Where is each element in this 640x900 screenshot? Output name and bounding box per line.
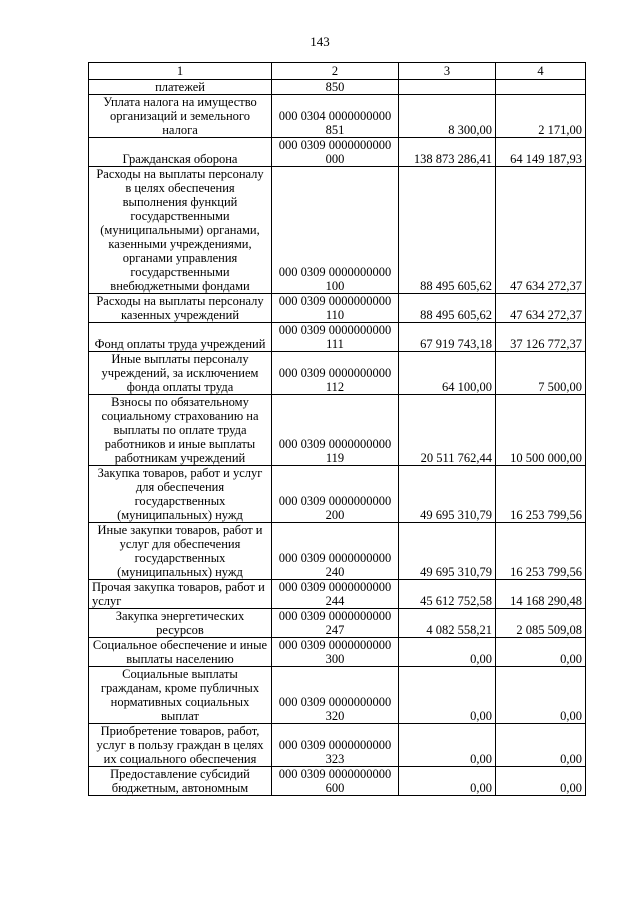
row-name-cell: Фонд оплаты труда учреждений [89,323,272,352]
row-code-cell: 000 0309 0000000000 000 [272,138,399,167]
row-name-cell: Гражданская оборона [89,138,272,167]
row-value-col3-cell: 64 100,00 [399,352,496,395]
table-row [89,724,586,767]
row-code-cell: 000 0309 0000000000 240 [272,523,399,580]
row-code-cell: 000 0309 0000000000 247 [272,609,399,638]
row-value-col4-cell: 47 634 272,37 [496,167,586,294]
row-value-col3-cell: 8 300,00 [399,95,496,138]
row-value-col3-cell: 88 495 605,62 [399,294,496,323]
column-header-1: 1 [89,63,272,80]
row-value-col4-cell: 0,00 [496,638,586,667]
row-name-cell: платежей [89,80,272,95]
table-row [89,767,586,796]
row-value-col3-cell: 67 919 743,18 [399,323,496,352]
row-name-cell: Взносы по обязательному социальному страхованию на выплаты по оплате труда работников и иные выплаты работникам учреждений [89,395,272,466]
row-value-col3-cell: 0,00 [399,767,496,796]
row-value-col3-cell: 49 695 310,79 [399,466,496,523]
table-row [89,466,586,523]
row-value-col4-cell: 16 253 799,56 [496,466,586,523]
budget-table [88,62,586,796]
column-header-3: 3 [399,63,496,80]
table-row [89,609,586,638]
row-code-cell: 000 0309 0000000000 323 [272,724,399,767]
table-row [89,352,586,395]
table-row [89,138,586,167]
table-row [89,80,586,95]
row-value-col3-cell: 20 511 762,44 [399,395,496,466]
table-row [89,95,586,138]
row-code-cell: 000 0309 0000000000 111 [272,323,399,352]
row-value-col4-cell: 2 171,00 [496,95,586,138]
row-value-col3-cell: 0,00 [399,667,496,724]
table-row [89,638,586,667]
row-name-cell: Социальные выплаты гражданам, кроме публичных нормативных социальных выплат [89,667,272,724]
row-value-col4-cell: 64 149 187,93 [496,138,586,167]
row-name-cell: Предоставление субсидий бюджетным, автономным [89,767,272,796]
row-value-col3-cell [399,80,496,95]
row-value-col4-cell: 0,00 [496,724,586,767]
row-value-col4-cell: 0,00 [496,767,586,796]
row-code-cell: 000 0309 0000000000 119 [272,395,399,466]
column-header-4: 4 [496,63,586,80]
row-value-col4-cell: 0,00 [496,667,586,724]
row-code-cell: 000 0309 0000000000 320 [272,667,399,724]
table-body [89,80,586,796]
row-name-cell: Закупка товаров, работ и услуг для обеспечения государственных (муниципальных) нужд [89,466,272,523]
row-code-cell: 000 0309 0000000000 300 [272,638,399,667]
row-value-col4-cell: 47 634 272,37 [496,294,586,323]
row-name-cell: Приобретение товаров, работ, услуг в пользу граждан в целях их социального обеспечения [89,724,272,767]
row-code-cell: 000 0309 0000000000 244 [272,580,399,609]
row-name-cell: Расходы на выплаты персоналу казенных учреждений [89,294,272,323]
row-code-cell: 000 0309 0000000000 112 [272,352,399,395]
table-header [89,63,586,80]
table-row [89,167,586,294]
row-code-cell: 000 0309 0000000000 600 [272,767,399,796]
row-value-col4-cell: 14 168 290,48 [496,580,586,609]
row-value-col3-cell: 49 695 310,79 [399,523,496,580]
row-value-col3-cell: 45 612 752,58 [399,580,496,609]
row-code-cell: 000 0309 0000000000 110 [272,294,399,323]
row-name-cell: Социальное обеспечение и иные выплаты населению [89,638,272,667]
header-row [89,63,586,80]
row-value-col3-cell: 0,00 [399,724,496,767]
row-value-col4-cell [496,80,586,95]
row-value-col3-cell: 4 082 558,21 [399,609,496,638]
column-header-2: 2 [272,63,399,80]
row-value-col3-cell: 88 495 605,62 [399,167,496,294]
page-number: 143 [310,34,330,49]
table-row [89,323,586,352]
table-row [89,523,586,580]
row-value-col4-cell: 37 126 772,37 [496,323,586,352]
row-name-cell: Иные закупки товаров, работ и услуг для обеспечения государственных (муниципальных) нужд [89,523,272,580]
row-value-col4-cell: 7 500,00 [496,352,586,395]
row-name-cell: Закупка энергетических ресурсов [89,609,272,638]
table-row [89,667,586,724]
row-code-cell: 000 0309 0000000000 100 [272,167,399,294]
table-row [89,395,586,466]
row-code-cell: 000 0309 0000000000 200 [272,466,399,523]
table-row [89,580,586,609]
row-value-col3-cell: 138 873 286,41 [399,138,496,167]
row-name-cell: Прочая закупка товаров, работ и услуг [89,580,272,609]
row-value-col4-cell: 2 085 509,08 [496,609,586,638]
row-name-cell: Уплата налога на имущество организаций и земельного налога [89,95,272,138]
row-name-cell: Иные выплаты персоналу учреждений, за исключением фонда оплаты труда [89,352,272,395]
row-value-col4-cell: 16 253 799,56 [496,523,586,580]
table-row [89,294,586,323]
row-value-col3-cell: 0,00 [399,638,496,667]
row-code-cell: 850 [272,80,399,95]
row-code-cell: 000 0304 0000000000 851 [272,95,399,138]
row-value-col4-cell: 10 500 000,00 [496,395,586,466]
row-name-cell: Расходы на выплаты персоналу в целях обеспечения выполнения функций государственными (муниципальными) органами, казенными учреждениями, органами управления государственными внебюджетными фондами [89,167,272,294]
